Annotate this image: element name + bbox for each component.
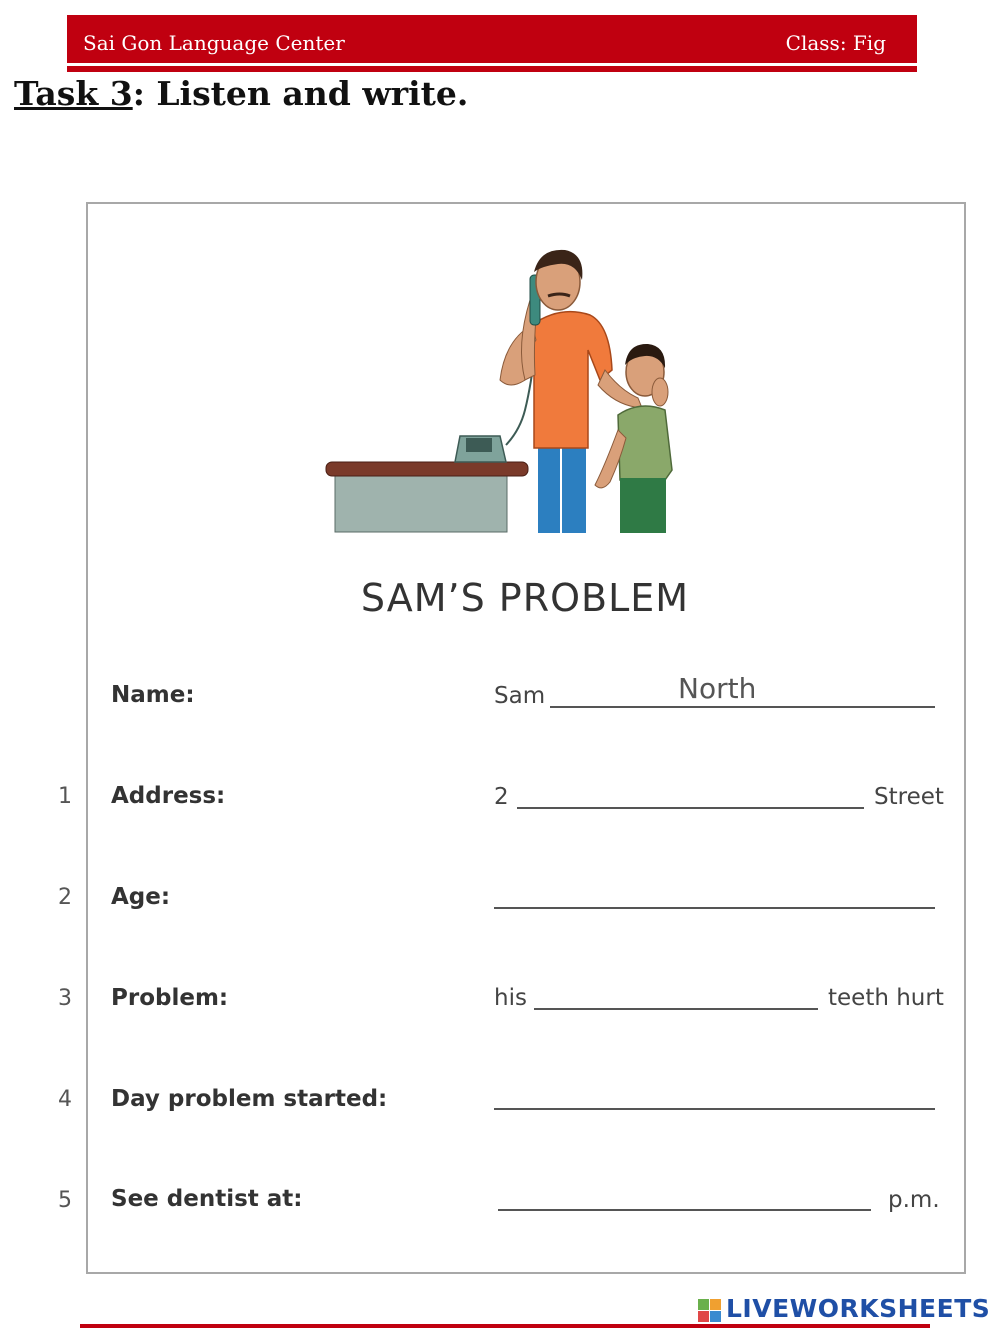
class-label: Class: Fig [785,31,886,55]
name-answer[interactable]: North [678,672,757,705]
footer-divider [80,1324,930,1328]
dentist-time-label: See dentist at: [111,1186,303,1212]
row-number-5: 5 [58,1188,72,1213]
day-started-label: Day problem started: [111,1086,388,1112]
problem-suffix: teeth hurt [828,985,944,1011]
name-prefix: Sam [494,683,546,709]
address-label: Address: [111,783,226,809]
row-number-3: 3 [58,986,72,1011]
row-number-2: 2 [58,885,72,910]
task-instruction: : Listen and write. [132,74,469,113]
day-started-blank[interactable] [494,1108,935,1110]
header-divider [67,66,917,72]
age-label: Age: [111,884,171,910]
name-label: Name: [111,682,195,708]
row-number-1: 1 [58,784,72,809]
father-son-phone-illustration [320,240,680,535]
problem-blank[interactable] [534,1008,818,1010]
liveworksheets-logo-icon [698,1299,722,1323]
school-name: Sai Gon Language Center [83,31,345,55]
liveworksheets-brand: LIVEWORKSHEETS [726,1294,991,1323]
problem-prefix: his [494,985,527,1011]
task-number: Task 3 [14,74,133,113]
problem-label: Problem: [111,985,229,1011]
dentist-time-blank[interactable] [498,1209,871,1211]
address-blank[interactable] [517,807,864,809]
row-number-4: 4 [58,1087,72,1112]
task-title [14,74,468,113]
age-blank[interactable] [494,907,935,909]
address-suffix: Street [874,784,944,810]
dentist-time-suffix: p.m. [888,1187,940,1213]
desk-icon [335,472,507,532]
address-prefix: 2 [494,784,509,810]
name-blank[interactable] [550,706,935,708]
worksheet-title: SAM’S PROBLEM [360,576,690,620]
